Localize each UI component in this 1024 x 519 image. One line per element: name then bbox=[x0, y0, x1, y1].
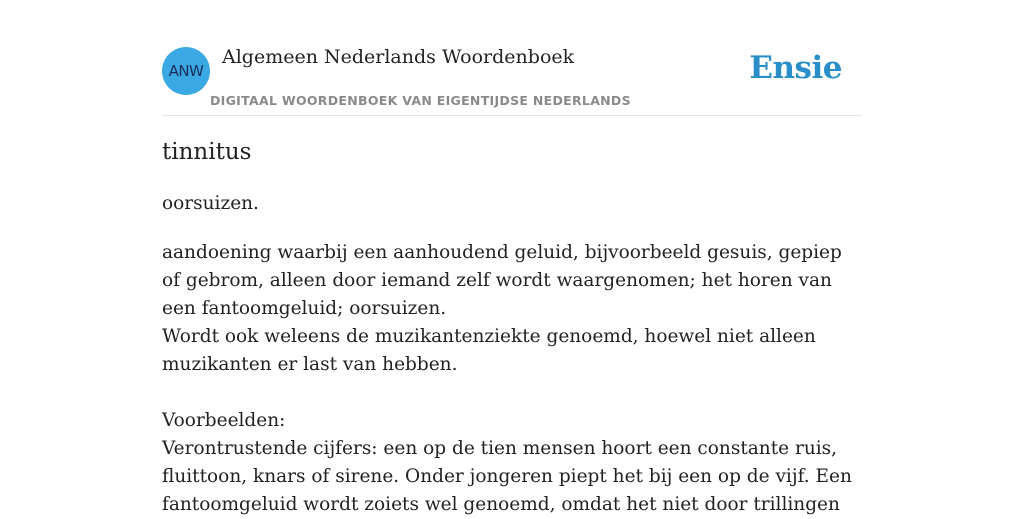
anw-logo[interactable] bbox=[162, 47, 210, 95]
ensie-brand-logo[interactable]: Ensie bbox=[749, 50, 842, 86]
entry-headword: tinnitus bbox=[162, 139, 252, 165]
page-container bbox=[162, 0, 862, 515]
logo-text: ANW bbox=[168, 62, 204, 80]
entry-synonym: oorsuizen. bbox=[162, 193, 259, 214]
entry-definition: aandoening waarbij een aanhoudend geluid, bijvoorbeeld gesuis, gepiep of gebrom, alleen door iemand zelf wordt waargenomen; het horen van een fantoomgeluid; oorsuizen. Wordt ook weleens de muzikantenziekte genoemd, hoewel niet alleen muzikanten er last van hebben. Voorbeelden: Verontrustende cijfers: een op de tien mensen hoort een constante ruis, fluittoon, knars of sirene. Onder jongeren piept het bij een op de vijf. Een fantoomgeluid wordt zoiets wel genoemd, omdat het niet door trillingen bbox=[162, 242, 852, 515]
site-header bbox=[162, 0, 862, 116]
site-title[interactable]: Algemeen Nederlands Woordenboek bbox=[222, 46, 575, 68]
site-subtitle: DIGITAAL WOORDENBOEK VAN EIGENTIJDSE NEDERLANDS bbox=[210, 93, 631, 108]
